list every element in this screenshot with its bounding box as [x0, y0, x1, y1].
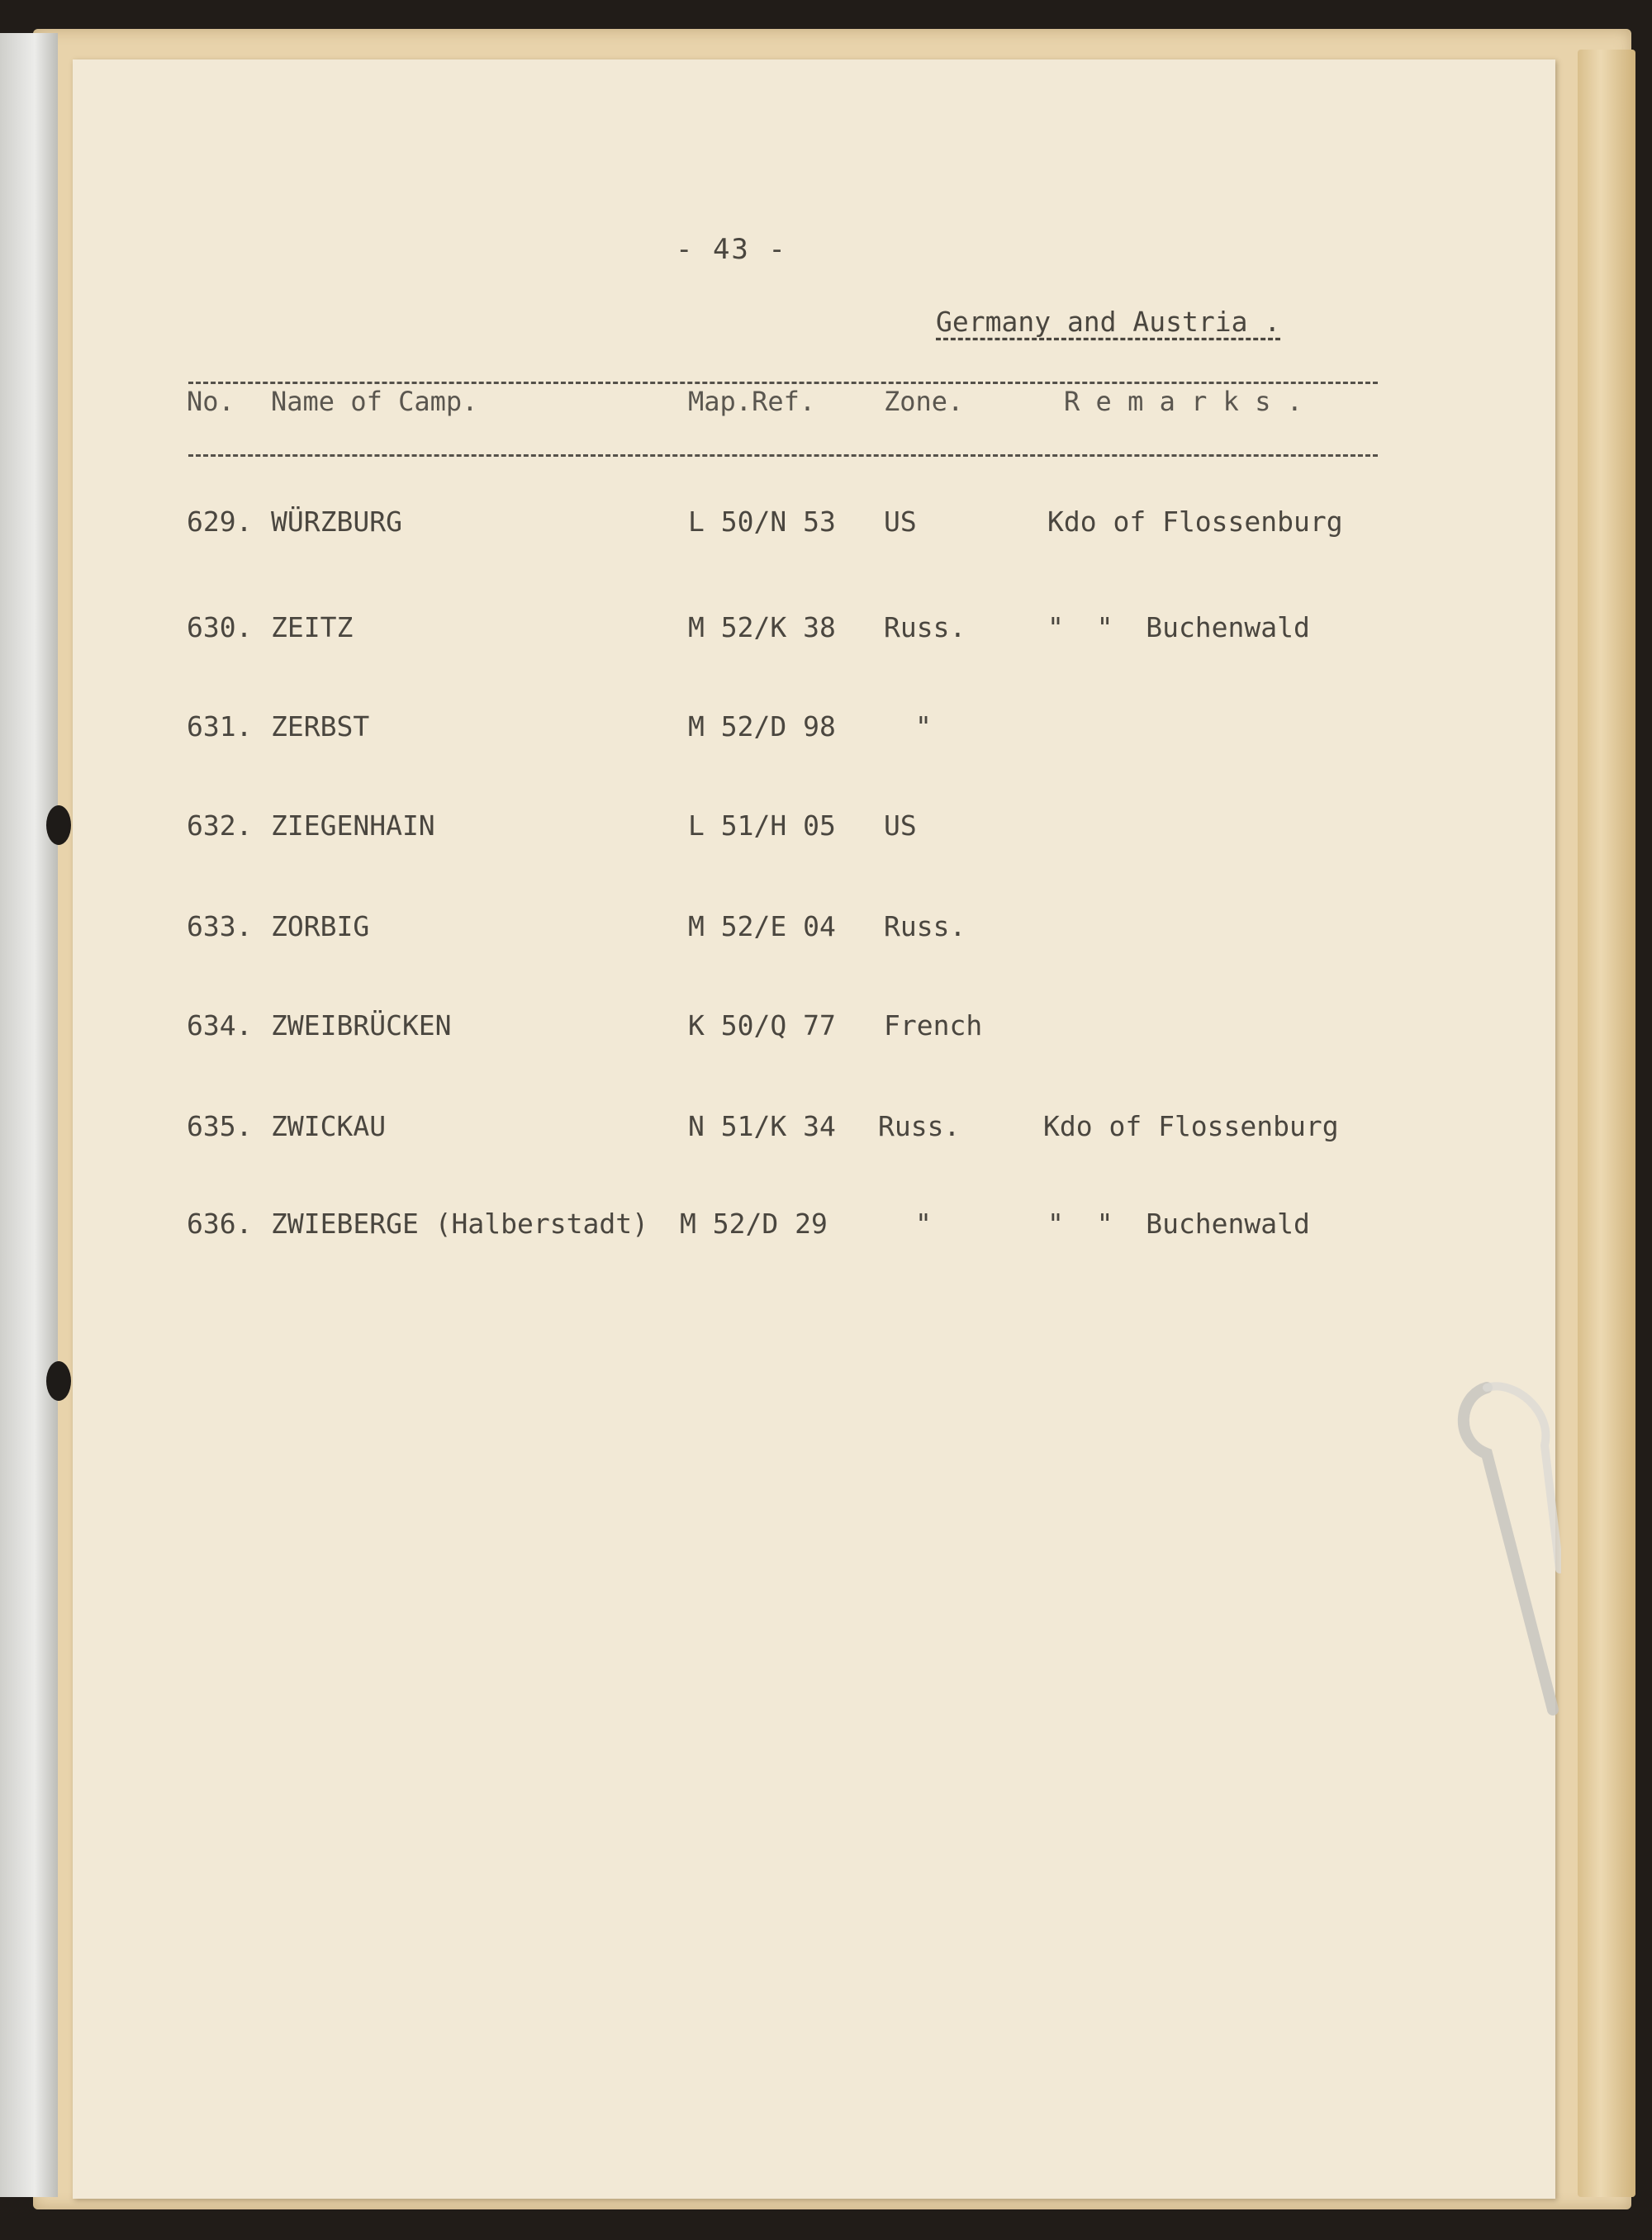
row-number: 631.	[187, 710, 253, 743]
camp-name: ZIEGENHAIN	[271, 809, 435, 842]
header-name: Name of Camp.	[271, 386, 478, 417]
map-ref: N 51/K 34	[688, 1110, 836, 1142]
folder-edge	[1578, 50, 1635, 2197]
document-page	[73, 59, 1555, 2199]
map-ref: L 51/H 05	[688, 809, 836, 842]
binder-spine	[0, 33, 58, 2197]
camp-name: ZERBST	[271, 710, 370, 743]
page-number: - 43 -	[676, 233, 787, 266]
header-zone: Zone.	[884, 386, 964, 417]
zone: "	[915, 1208, 932, 1240]
zone: US	[884, 809, 917, 842]
zone: "	[915, 710, 932, 743]
header-rule-bottom	[188, 454, 1378, 457]
remarks: " " Buchenwald	[1047, 611, 1310, 643]
map-ref: M 52/D 29	[680, 1208, 828, 1240]
camp-name: ZWIEBERGE (Halberstadt)	[271, 1208, 648, 1240]
header-no: No.	[187, 386, 235, 417]
zone: US	[884, 505, 917, 538]
camp-name: ZORBIG	[271, 910, 370, 942]
zone: Russ.	[884, 611, 966, 643]
row-number: 636.	[187, 1208, 253, 1240]
table-row	[73, 910, 1555, 952]
map-ref: M 52/K 38	[688, 611, 836, 643]
remarks: " " Buchenwald	[1047, 1208, 1310, 1240]
row-number: 635.	[187, 1110, 253, 1142]
binder-hole	[46, 1361, 71, 1401]
row-number: 633.	[187, 910, 253, 942]
header-map-ref: Map.Ref.	[688, 386, 816, 417]
remarks: Kdo of Flossenburg	[1047, 505, 1343, 538]
camp-name: ZEITZ	[271, 611, 354, 643]
camp-name: WÜRZBURG	[271, 505, 402, 538]
section-title: Germany and Austria .	[936, 306, 1281, 338]
zone: Russ.	[884, 910, 966, 942]
camp-name: ZWEIBRÜCKEN	[271, 1009, 452, 1042]
header-rule-top	[188, 382, 1378, 384]
table-row	[73, 611, 1555, 653]
row-number: 632.	[187, 809, 253, 842]
table-row	[73, 1110, 1555, 1151]
map-ref: L 50/N 53	[688, 505, 836, 538]
row-number: 629.	[187, 505, 253, 538]
table-row	[73, 1009, 1555, 1051]
table-row	[73, 1208, 1555, 1249]
zone: Russ.	[878, 1110, 961, 1142]
map-ref: M 52/D 98	[688, 710, 836, 743]
binder-hole	[46, 805, 71, 845]
row-number: 634.	[187, 1009, 253, 1042]
map-ref: M 52/E 04	[688, 910, 836, 942]
header-remarks: R e m a r k s .	[1064, 386, 1303, 417]
table-row	[73, 809, 1555, 851]
camp-name: ZWICKAU	[271, 1110, 387, 1142]
remarks: Kdo of Flossenburg	[1043, 1110, 1339, 1142]
zone: French	[884, 1009, 983, 1042]
table-row	[73, 505, 1555, 547]
table-row	[73, 710, 1555, 752]
map-ref: K 50/Q 77	[688, 1009, 836, 1042]
row-number: 630.	[187, 611, 253, 643]
